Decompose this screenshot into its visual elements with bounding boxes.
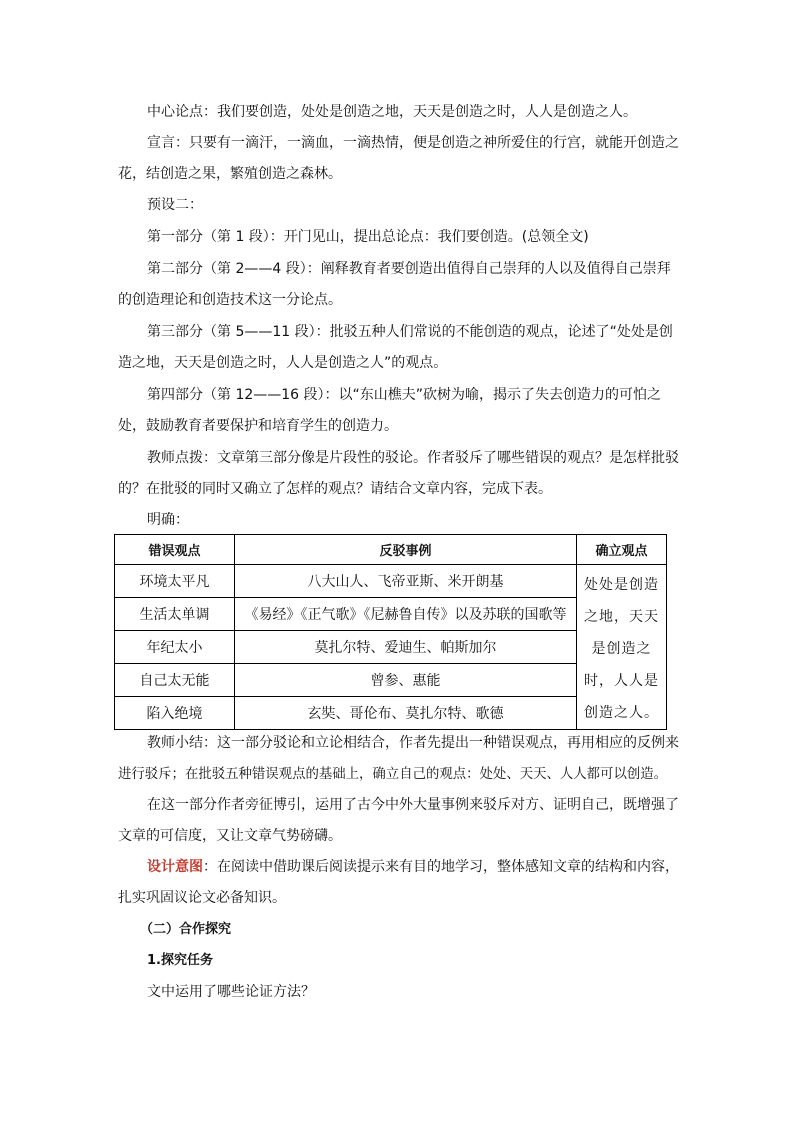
design-intent-line-1 xyxy=(147,852,707,883)
table-header-row xyxy=(115,535,667,565)
evidence-line-1: 在这一部分作者旁征博引，运用了古今中外大量事例来驳斥对方、证明自己，既增强了 xyxy=(147,797,679,813)
example-cell: 《易经》《正气歌》《尼赫鲁自传》以及苏联的国歌等 xyxy=(235,598,577,631)
example-cell: 曾参、惠能 xyxy=(235,664,577,697)
teacher-guide-line-1: 教师点拨：文章第三部分像是片段性的驳论。作者驳斥了哪些错误的观点？是怎样批驳 xyxy=(147,450,679,466)
declaration-line-1: 宣言：只要有一滴汗，一滴血，一滴热情，便是创造之神所爱住的行宫，就能开创造之 xyxy=(147,135,679,151)
wrong-view-cell: 自己太无能 xyxy=(115,664,235,697)
part-two-line-2: 的创造理论和创造技术这一分论点。 xyxy=(118,292,342,308)
part-two-line-1: 第二部分（第 2——4 段）：阐释教育者要创造出值得自己崇拜的人以及值得自己崇拜 xyxy=(147,261,671,277)
wrong-view-cell: 年纪太小 xyxy=(115,631,235,664)
header-counter-examples: 反驳事例 xyxy=(235,535,577,565)
header-wrong-view: 错误观点 xyxy=(115,535,235,565)
design-intent-text: ：在阅读中借助课后阅读提示来有目的地学习，整体感知文章的结构和内容， xyxy=(203,859,679,875)
example-cell: 八大山人、飞帝亚斯、米开朗基 xyxy=(235,565,577,598)
section-heading-cooperative-inquiry: （二）合作探究 xyxy=(140,922,232,937)
design-intent-line-2: 扎实巩固议论文必备知识。 xyxy=(118,890,286,906)
part-three-line-2: 造之地，天天是创造之时，人人是创造之人”的观点。 xyxy=(118,355,448,371)
central-thesis: 中心论点：我们要创造，处处是创造之地，天天是创造之时，人人是创造之人。 xyxy=(147,104,637,120)
preset-two-label: 预设二： xyxy=(147,197,203,213)
teacher-guide-line-2: 的？在批驳的同时又确立了怎样的观点？请结合文章内容，完成下表。 xyxy=(118,481,552,497)
example-cell: 莫扎尔特、爱迪生、帕斯加尔 xyxy=(235,631,577,664)
teacher-summary-line-2: 进行驳斥；在批驳五种错误观点的基础上，确立自己的观点：处处、天天、人人都可以创造。 xyxy=(118,767,668,782)
established-view-cell: 处处是创造之地，天天是创造之时，人人是创造之人。 xyxy=(577,565,667,730)
wrong-view-cell: 生活太单调 xyxy=(115,598,235,631)
design-intent-label: 设计意图 xyxy=(147,859,203,875)
part-four-line-2: 处，鼓励教育者要保护和培育学生的创造力。 xyxy=(118,418,398,434)
wrong-view-cell: 环境太平凡 xyxy=(115,565,235,598)
clarify-label: 明确： xyxy=(147,512,189,528)
inquiry-question: 文中运用了哪些论证方法？ xyxy=(147,984,315,1000)
part-one: 第一部分（第 1 段）：开门见山，提出总论点：我们要创造。(总领全文) xyxy=(147,229,589,245)
part-three-line-1: 第三部分（第 5——11 段）：批驳五种人们常说的不能创造的观点，论述了“处处是创 xyxy=(147,324,673,340)
wrong-view-cell: 陷入绝境 xyxy=(115,697,235,730)
part-four-line-1: 第四部分（第 12——16 段）：以“东山樵夫”砍树为喻，揭示了失去创造力的可怕之 xyxy=(147,387,662,403)
example-cell: 玄奘、哥伦布、莫扎尔特、歌德 xyxy=(235,697,577,730)
table-row xyxy=(115,565,667,598)
declaration-line-2: 花，结创造之果，繁殖创造之森林。 xyxy=(118,166,342,182)
refutation-table xyxy=(114,534,667,730)
teacher-summary-line-1: 教师小结：这一部分驳论和立论相结合，作者先提出一种错误观点，再用相应的反例来 xyxy=(147,735,679,751)
header-established-view: 确立观点 xyxy=(577,535,667,565)
inquiry-task-heading: 1.探究任务 xyxy=(147,953,213,968)
evidence-line-2: 文章的可信度，又让文章气势磅礴。 xyxy=(118,828,342,844)
